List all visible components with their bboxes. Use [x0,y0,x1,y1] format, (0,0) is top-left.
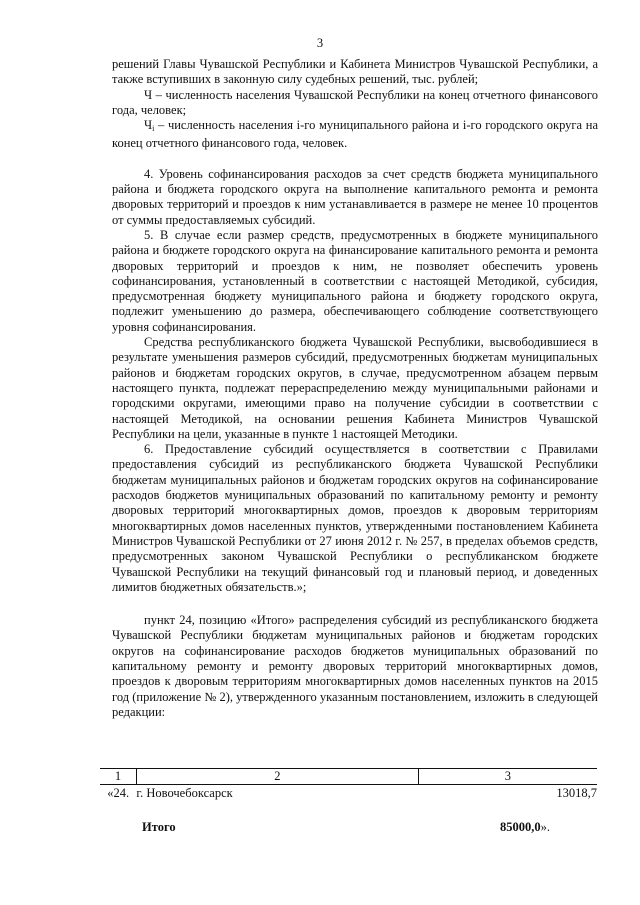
table-header-col-1: 1 [100,769,136,785]
row-amount: 13018,7 [556,786,597,800]
definition-text: – численность населения i-го муниципального района и i-го городского округа на конец отчетного финансового года, человек. [112,118,598,151]
table-header-row [100,769,597,785]
symbol-ch: Ч [144,118,153,133]
row-code: «24. [107,786,130,800]
document-body [112,57,598,720]
paragraph-item-6: 6. Предоставление субсидий осуществляется в соответствии с Правилами предоставления субсидий из республиканского бюджета Чувашской Республики бюджетам муниципальных районов и бюджетам городских округов на софинансирование расходов бюджетов муниципальных образований по капитальному ремонту и ремонту дворовых территорий многоквартирных домов, проездов к дворовым территориям многоквартирных домов населенных пунктов, утвержденными постановлением Кабинета Министров Чувашской Республики от 27 июня 2012 г. № 257, в пределах объемов средств, предусмотренных законом Чувашской Республики о республиканском бюджете Чувашской Республики на текущий финансовый год и плановый период, и доведенных лимитов бюджетных обязательств.»; [112,442,598,594]
symbol-subscript-i: i [152,124,155,134]
total-label: Итого [142,820,176,834]
row-municipality: г. Новочебоксарск [136,786,233,800]
table-header-col-2: 2 [136,769,418,785]
total-closing-quote: ». [540,820,550,834]
table-row [100,785,597,802]
paragraph-definition-ch: Ч – численность населения Чувашской Республики на конец отчетного финансового года, человек; [112,87,598,117]
subsidy-table [100,768,597,801]
total-value-wrap [500,820,550,835]
total-value: 85000,0 [500,820,541,834]
paragraph-amendment: пункт 24, позицию «Итого» распределения субсидий из республиканского бюджета Чувашской Республики бюджетам муниципальных районов и бюджетам городских округов на софинансирование расходов бюджетов муниципальных образований по капитальному ремонту и ремонту дворовых территорий многоквартирных домов, проездов к дворовым территориям многоквартирных домов населенных пунктов на 2015 год (приложение № 2), утвержденного указанным постановлением, изложить в следующей редакции: [112,613,598,719]
paragraph-redistribution: Средства республиканского бюджета Чувашской Республики, высвободившиеся в результате уменьшения размеров субсидий, предусмотренных бюджетам муниципальных районов и бюджетам городских округов, в случае, предусмотренном абзацем первым настоящего пункта, подлежат перераспределению между муниципальными районами и городскими округами, имеющими право на получение субсидии в соответствии с настоящей Методикой, на основании решения Кабинета Министров Чувашской Республики на цели, указанные в пункте 1 настоящей Методики. [112,335,598,441]
paragraph-item-4: 4. Уровень софинансирования расходов за счет средств бюджета муниципального района и бюджета городского округа на выполнение капитального ремонта и ремонта дворовых территорий и проездов к ним устанавливается в размере не менее 10 процентов от суммы предоставляемых субсидий. [112,166,598,227]
paragraph-definition-chi [112,118,598,152]
paragraph-item-5: 5. В случае если размер средств, предусмотренных в бюджете муниципального района и бюджете городского округа на финансирование капитального ремонта и ремонта дворовых территорий и проездов к ним, не позволяет обеспечить уровень софинансирования, установленный в соответствии с настоящей Методикой, субсидия, предусмотренная бюджету муниципального района и бюджету городского округа, подлежит уменьшению до размера, обеспечивающего соблюдение соответствующего уровня софинансирования. [112,227,598,334]
page-number: 3 [316,36,324,50]
table-header-col-3: 3 [418,769,597,785]
paragraph-continuation: решений Главы Чувашской Республики и Кабинета Министров Чувашской Республики, а также вступивших в законную силу судебных решений, тыс. рублей; [112,57,598,87]
